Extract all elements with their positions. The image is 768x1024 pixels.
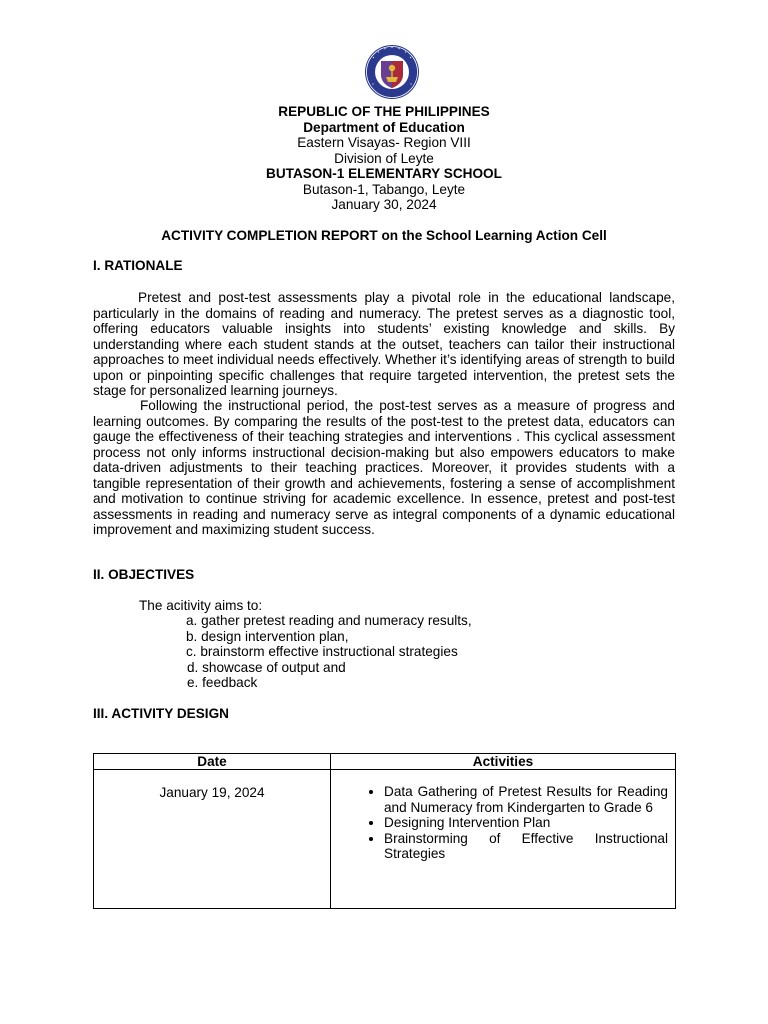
letterhead — [0, 104, 768, 213]
activity-item: • Brainstorming of Effective Instructional Strategies — [384, 831, 668, 862]
activity-item: • Data Gathering of Pretest Results for Reading and Numeracy from Kindergarten to Grade 6 — [384, 784, 668, 815]
objective-item: a. gather pretest reading and numeracy results, — [186, 613, 472, 628]
objective-item: e. feedback — [187, 675, 258, 690]
table-row — [94, 770, 676, 909]
date-column-header: Date — [94, 754, 331, 770]
department-line: Department of Education — [303, 119, 465, 135]
objective-item: b. design intervention plan, — [186, 628, 349, 644]
region-line: Eastern Visayas- Region VIII — [297, 135, 471, 150]
rationale-paragraph-1-text: Pretest and post-test assessments play a pivotal role in the educational landscape, particularly in the domains of reading and numeracy. The pretest serves as a diagnostic tool, offering educators valuable insights into students’ existing knowledge and skills. By understanding where each student stands at the outset, teachers can tailor their instructional approaches to meet individual needs effectively. Whether it’s identifying areas of strength to build upon or pinpointing specific challenges that require targeted intervention, the pretest sets the stage for personalized learning journeys. — [93, 290, 675, 398]
rationale-paragraph-2-text: Following the instructional period, the post-test serves as a measure of progress and learning outcomes. By comparing the results of the post-test to the pretest data, educators can gauge the effectiveness of their teaching strategies and interventions . This cyclical assessment process not only informs instructional decision-making but also empowers educators to make data-driven adjustments to their teaching practices. Moreover, it provides students with a tangible representation of their growth and achievements, fostering a sense of accomplishment and motivation to continue striving for academic excellence. In essence, pretest and post-test assessments in reading and numeracy serve as integral components of a dynamic educational improvement and maximizing student success. — [93, 398, 675, 537]
activity-item: • Designing Intervention Plan — [384, 815, 668, 831]
rationale-paragraph-2 — [93, 398, 675, 538]
objectives-intro: The acitivity aims to: — [139, 598, 263, 613]
objective-item: c. brainstorm effective instructional strategies — [186, 644, 458, 659]
report-date: January 30, 2024 — [331, 197, 437, 212]
school-address: Butason-1, Tabango, Leyte — [302, 181, 466, 197]
activity-design-table — [93, 753, 676, 909]
activities-cell — [331, 770, 676, 909]
republic-line: REPUBLIC OF THE PHILIPPINES — [278, 104, 490, 119]
school-name: BUTASON-1 ELEMENTARY SCHOOL — [266, 166, 502, 181]
objectives-heading: II. OBJECTIVES — [93, 567, 195, 582]
objective-item: d. showcase of output and — [187, 659, 346, 675]
activity-design-heading: III. ACTIVITY DESIGN — [93, 706, 229, 721]
rationale-heading: I. RATIONALE — [93, 258, 183, 273]
table-header-row — [94, 754, 676, 770]
activities-list — [337, 784, 668, 862]
division-line: Division of Leyte — [334, 150, 434, 166]
objectives-list — [186, 613, 472, 691]
report-title: ACTIVITY COMPLETION REPORT on the School Learning Action Cell — [161, 228, 607, 243]
activity-date-cell: January 19, 2024 — [94, 770, 331, 909]
rationale-paragraph-1 — [93, 290, 675, 399]
deped-seal-icon — [364, 44, 420, 100]
activities-column-header: Activities — [331, 754, 676, 770]
